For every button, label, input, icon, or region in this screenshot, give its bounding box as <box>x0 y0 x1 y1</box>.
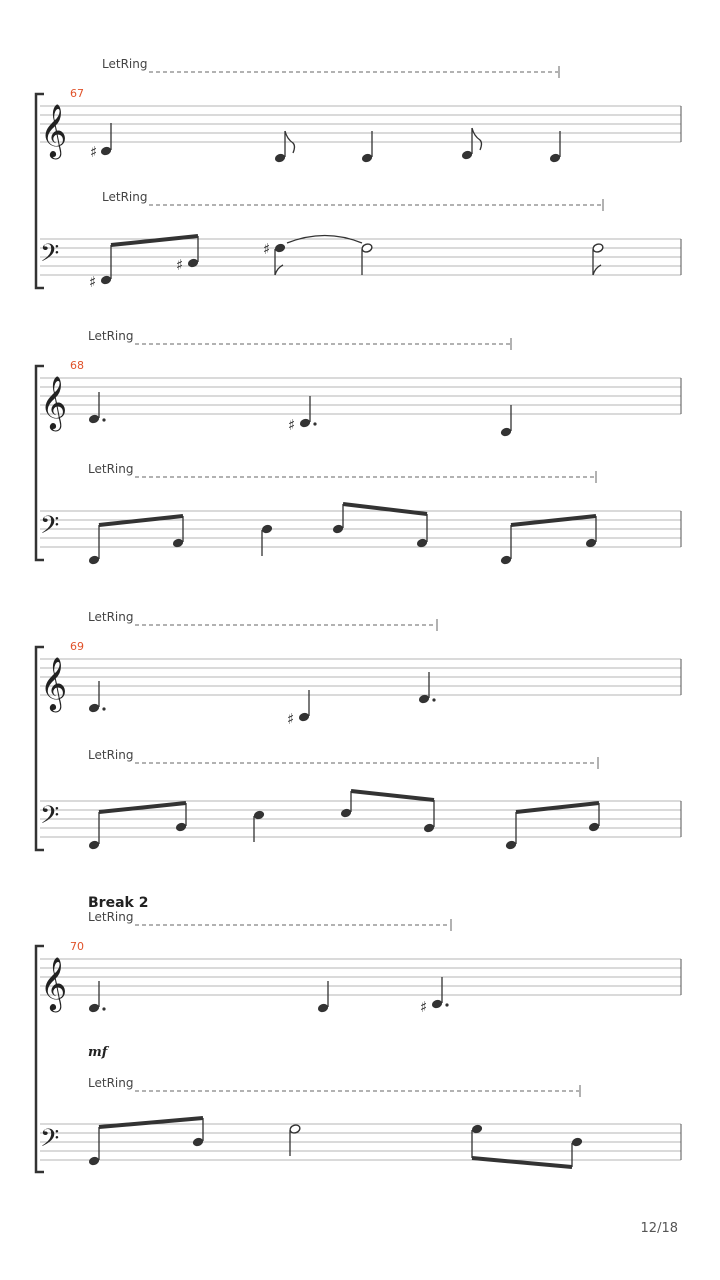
treble-staff <box>40 378 681 414</box>
note <box>592 243 604 254</box>
dynamic-marking: mf <box>88 1045 108 1060</box>
treble-notes <box>90 123 561 164</box>
treble-notes <box>88 392 513 438</box>
let-ring-label: LetRing <box>88 748 134 762</box>
treble-staff <box>40 659 681 695</box>
bass-notes <box>88 504 598 566</box>
system-69 <box>36 610 681 851</box>
sharp-icon: ♯ <box>89 273 97 291</box>
measure-number: 70 <box>70 940 84 953</box>
let-ring-label: LetRing <box>102 57 148 71</box>
treble-staff <box>40 959 681 995</box>
treble-clef-icon: 𝄞 <box>40 956 68 1010</box>
measure-number: 68 <box>70 359 84 372</box>
treble-staff <box>40 106 681 142</box>
measure-number: 67 <box>70 87 84 100</box>
system-70 <box>36 895 681 1172</box>
bass-notes <box>88 791 601 851</box>
page-indicator: 12/18 <box>640 1221 678 1236</box>
bass-clef-icon: 𝄢 <box>40 1124 60 1159</box>
sharp-icon: ♯ <box>176 256 184 274</box>
treble-notes <box>88 977 449 1016</box>
treble-clef-icon: 𝄞 <box>40 103 68 157</box>
let-ring-label: LetRing <box>88 329 134 343</box>
let-ring-label: LetRing <box>88 610 134 624</box>
treble-clef-icon: 𝄞 <box>40 656 68 710</box>
sharp-icon: ♯ <box>90 143 98 161</box>
sharp-icon: ♯ <box>263 240 271 258</box>
sharp-icon: ♯ <box>287 710 295 728</box>
bass-clef-icon: 𝄢 <box>40 511 60 546</box>
treble-clef-icon: 𝄞 <box>40 375 68 429</box>
bass-clef-icon: 𝄢 <box>40 239 60 274</box>
section-label: Break 2 <box>88 895 149 911</box>
system-67 <box>36 57 681 291</box>
system-68 <box>36 329 681 566</box>
let-ring-label: LetRing <box>102 190 148 204</box>
note <box>361 243 373 254</box>
bass-notes <box>89 236 604 292</box>
bass-clef-icon: 𝄢 <box>40 801 60 836</box>
sharp-icon: ♯ <box>288 416 296 434</box>
let-ring-label: LetRing <box>88 910 134 924</box>
let-ring-label: LetRing <box>88 462 134 476</box>
bass-staff <box>40 1124 681 1160</box>
let-ring-label: LetRing <box>88 1076 134 1090</box>
treble-notes <box>88 672 436 728</box>
sharp-icon: ♯ <box>420 998 428 1016</box>
measure-number: 69 <box>70 640 84 653</box>
